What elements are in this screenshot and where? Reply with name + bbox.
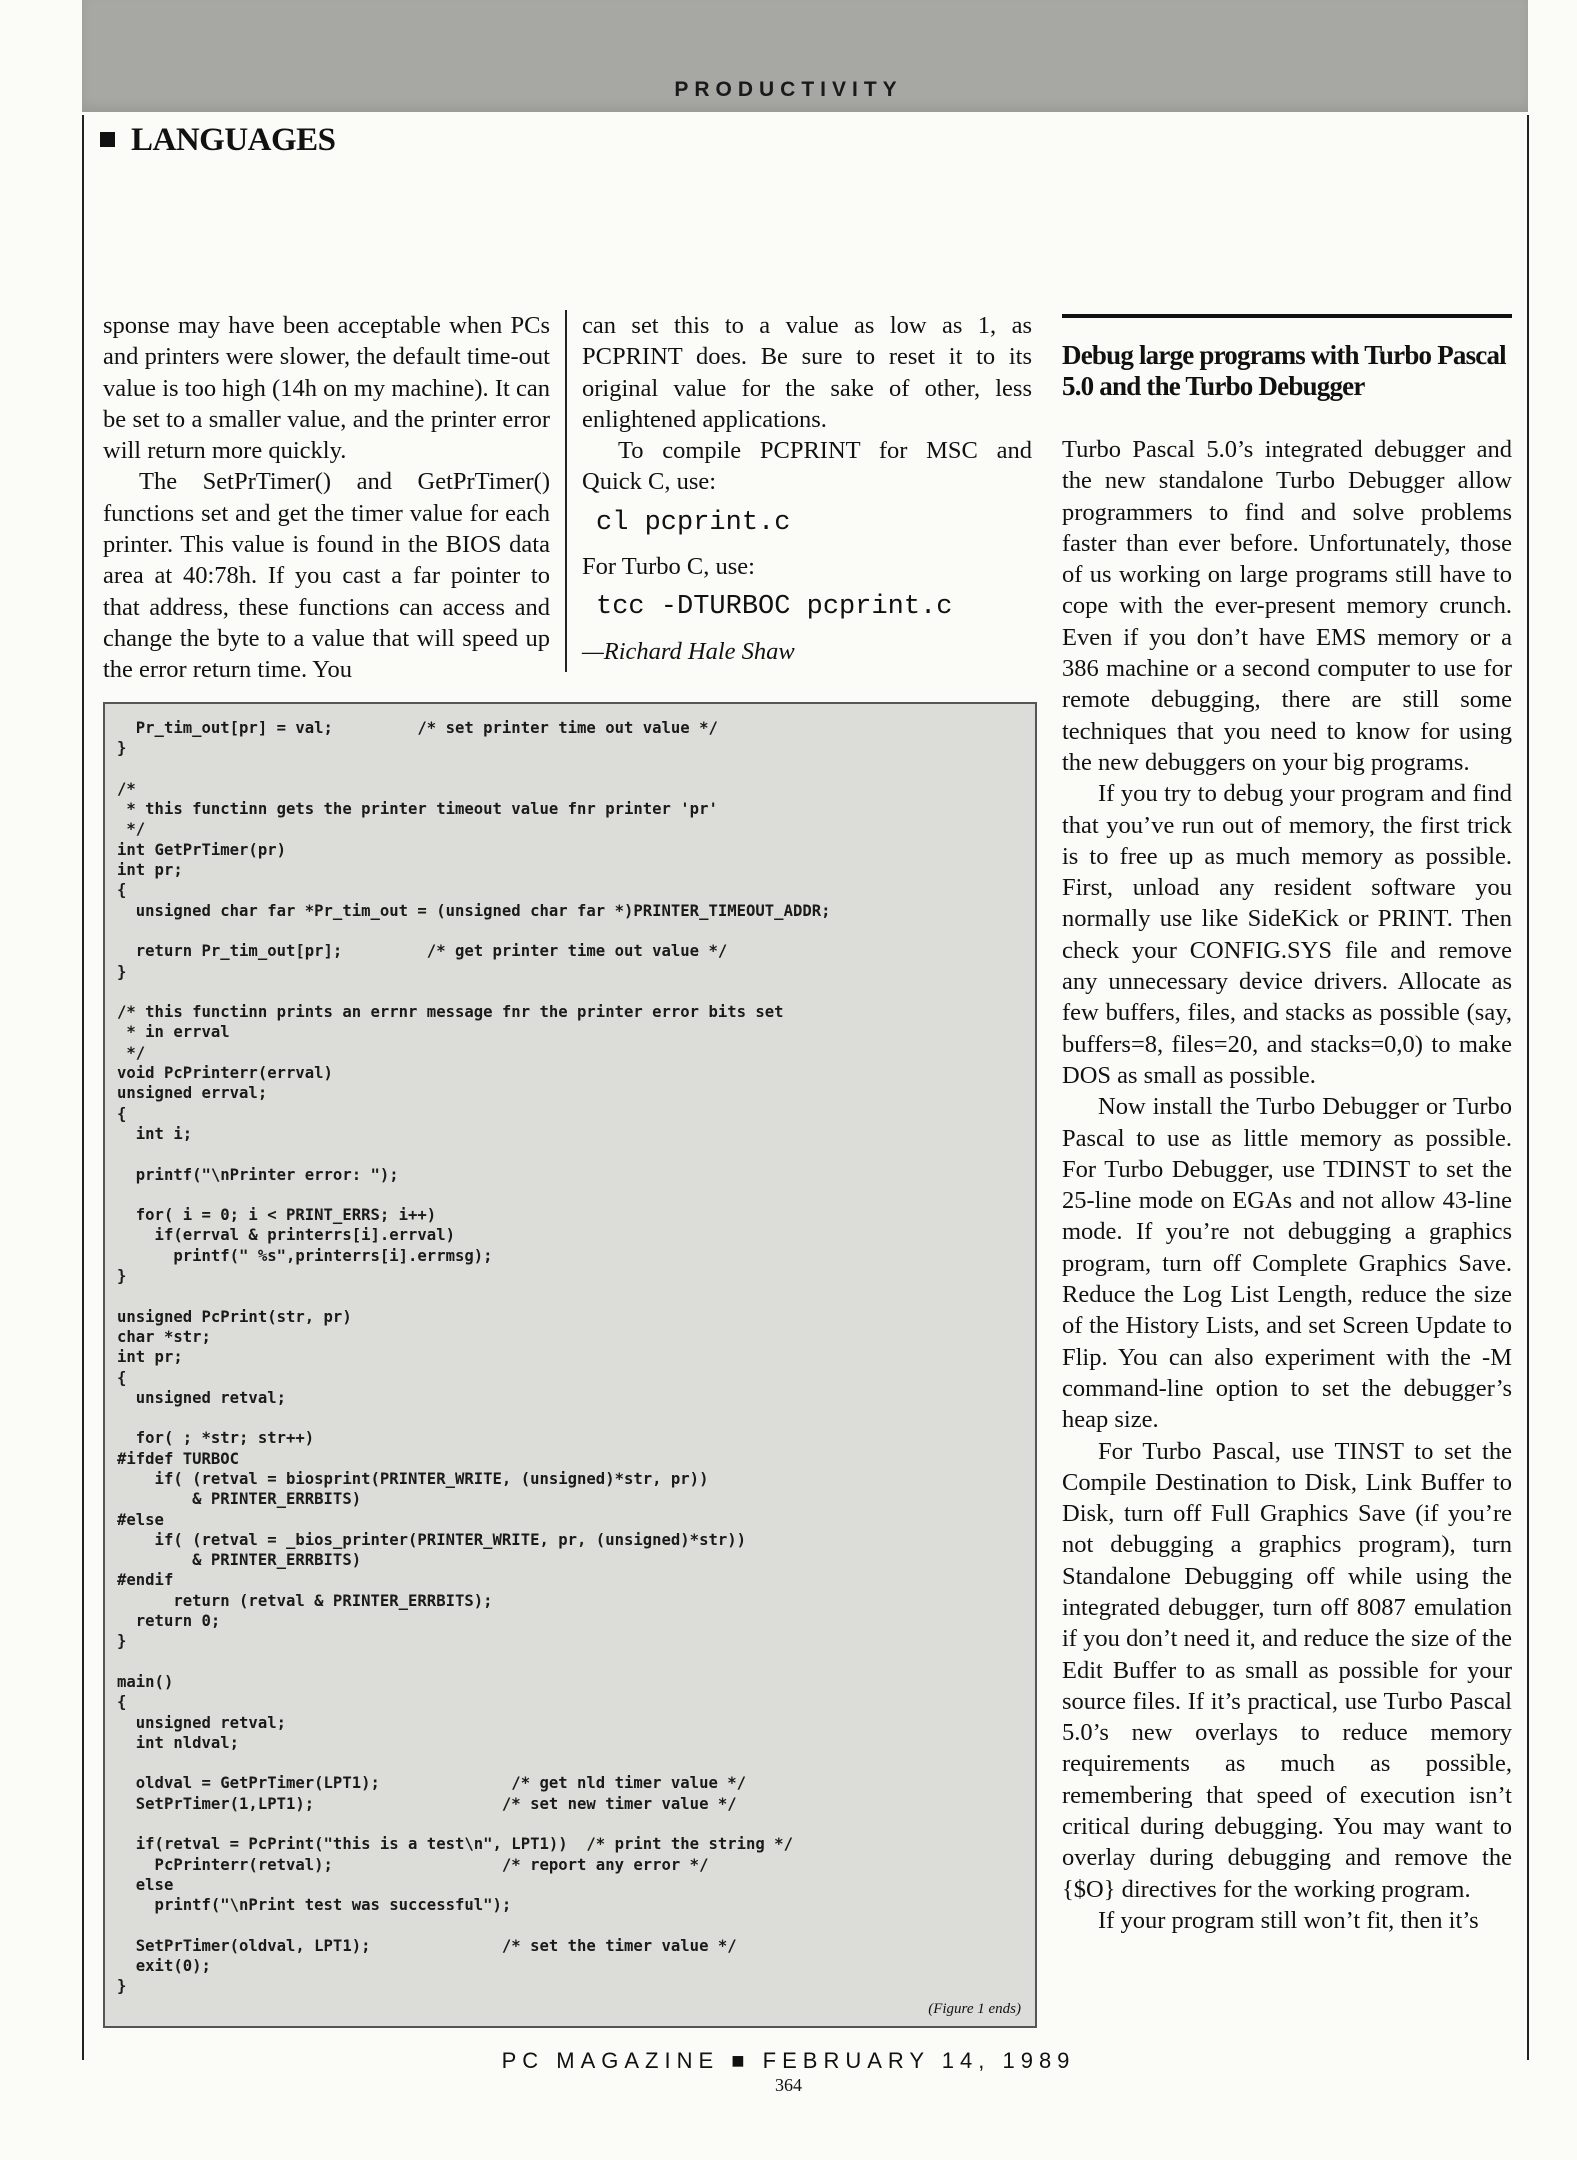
compile-command-turboc: tcc -DTURBOC pcprint.c [596,592,953,623]
category-heading [100,122,336,159]
page-number: 364 [775,2075,802,2095]
right-margin-rule [1527,115,1529,2060]
paragraph: To compile PCPRINT for MSC and Quick C, use: [582,437,1032,496]
code-listing: Pr_tim_out[pr] = val; /* set printer time out value */ } /* * this functinn gets the printer timeout value fnr printer 'pr' */ int GetPrTimer(pr) int pr; { unsigned char far *Pr_tim_out = (unsigned char far *)PRINTER_TIMEOUT_ADDR; return Pr_tim_out[pr]; /* get printer time out value */ } /* this functinn prints an errnr message fnr the printer error bits set * in errval */ void PcPrinterr(errval) unsigned errval; { int i; printf("\nPrinter error: "); for( i = 0; i < PRINT_ERRS; i++) if(errval & printerrs[i].errval) printf(" %s",printerrs[i].errmsg); } unsigned PcPrint(str, pr) char *str; int pr; { unsigned retval; for( ; *str; str++) #ifdef TURBOC if( (retval = biosprint(PRINTER_WRITE, (unsigned)*str, pr)) & PRINTER_ERRBITS) #else if( (retval = _bios_printer(PRINTER_WRITE, pr, (unsigned)*str)) & PRINTER_ERRBITS) #endif return (retval & PRINTER_ERRBITS); return 0; } main() { unsigned retval; int nldval; oldval = GetPrTimer(LPT1); /* get nld timer value */ SetPrTimer(1,LPT1); /* set new timer value */ if(retval = PcPrint("this is a test\n", LPT1)) /* print the string */ PcPrinterr(retval); /* report any error */ else printf("\nPrint test was successful"); SetPrTimer(oldval, LPT1); /* set the timer value */ exit(0); } [117,719,831,1996]
paragraph: For Turbo Pascal, use TINST to set the Compile Destination to Disk, Link Buffer to Disk, turn off Full Graphics Save (if you’re not debugging a graphics program), turn Standalone Debugging off while using the integrated debugger, turn off 8087 emulation if you don’t need it, and reduce the size of the Edit Buffer to as small as possible for your source files. If it’s practical, use Turbo Pascal 5.0’s new overlays to reduce memory requirements as much as possible, remembering that speed of execution isn’t critical during debugging. You may want to overlay during debugging and remove the {$O} directives for the working program. [1062,1437,1512,1903]
paragraph: If you try to debug your program and find that you’ve run out of memory, the first trick is to free up as much memory as possible. First, unload any resident software you normally use like SideKick or PRINT. Then check your CONFIG.SYS file and remove any unnecessary device drivers. Allocate as few buffers, files, and stacks as possible (say, buffers=8, files=20, and stacks=0,0) to make DOS as small as possible. [1062,780,1512,1089]
square-bullet-icon [100,132,115,147]
code-listing-figure [103,702,1037,2028]
sidebar-top-rule [1062,314,1512,318]
paragraph: For Turbo C, use: [582,553,755,581]
paragraph: Turbo Pascal 5.0’s integrated debugger and the new standalone Turbo Debugger allow programmers to find and solve problems faster than ever before. Unfortunately, those of us working on large programs still have to cope with the ever-present memory crunch. Even if you don’t have EMS memory or a 386 machine or a second computer to use for remote debugging, there are still some techniques that you need to know for using the new debuggers on your big programs. [1062,436,1512,776]
left-margin-rule [82,115,84,2060]
category-label: LANGUAGES [131,122,336,158]
author-byline: —Richard Hale Shaw [582,637,795,665]
column-divider [565,310,567,672]
figure-caption: (Figure 1 ends) [928,2001,1021,2017]
paragraph: can set this to a value as low as 1, as PCPRINT does. Be sure to reset it to its original value for the sake of other, less enlightened applications. [582,312,1032,433]
sidebar-body [1062,434,1512,1936]
publication-footer: PC MAGAZINE ■ FEBRUARY 14, 1989 [501,2048,1076,2073]
paragraph: Now install the Turbo Debugger or Turbo Pascal to use as little memory as possible. For Turbo Debugger, use TDINST to set the 25-line mode on EGAs and not allow 43-line mode. If you’re not debugging a graphics program, turn off Complete Graphics Save. Reduce the Log List Length, reduce the size of the History Lists, and set Screen Update to Flip. You can also experiment with the -M command-line option to set the debugger’s heap size. [1062,1093,1512,1434]
article-column-2 [582,310,1032,667]
section-label: PRODUCTIVITY [674,78,903,101]
paragraph: sponse may have been acceptable when PCs and printers were slower, the default time-out value is too high (14h on my machine). It can be set to a smaller value, and the printer error will return more quickly. [103,312,550,465]
paragraph: The SetPrTimer() and GetPrTimer() functions set and get the timer value for each printer. This value is found in the BIOS data area at 40:78h. If you cast a far pointer to that address, these functions can access and change the byte to a value that will speed up the error return time. You [103,468,550,684]
paragraph: If your program still won’t fit, then it’s [1098,1906,1479,1934]
sidebar-title: Debug large programs with Turbo Pascal 5.0 and the Turbo Debugger [1062,340,1506,401]
compile-command-msc: cl pcprint.c [596,507,791,538]
article-column-1 [103,310,550,686]
